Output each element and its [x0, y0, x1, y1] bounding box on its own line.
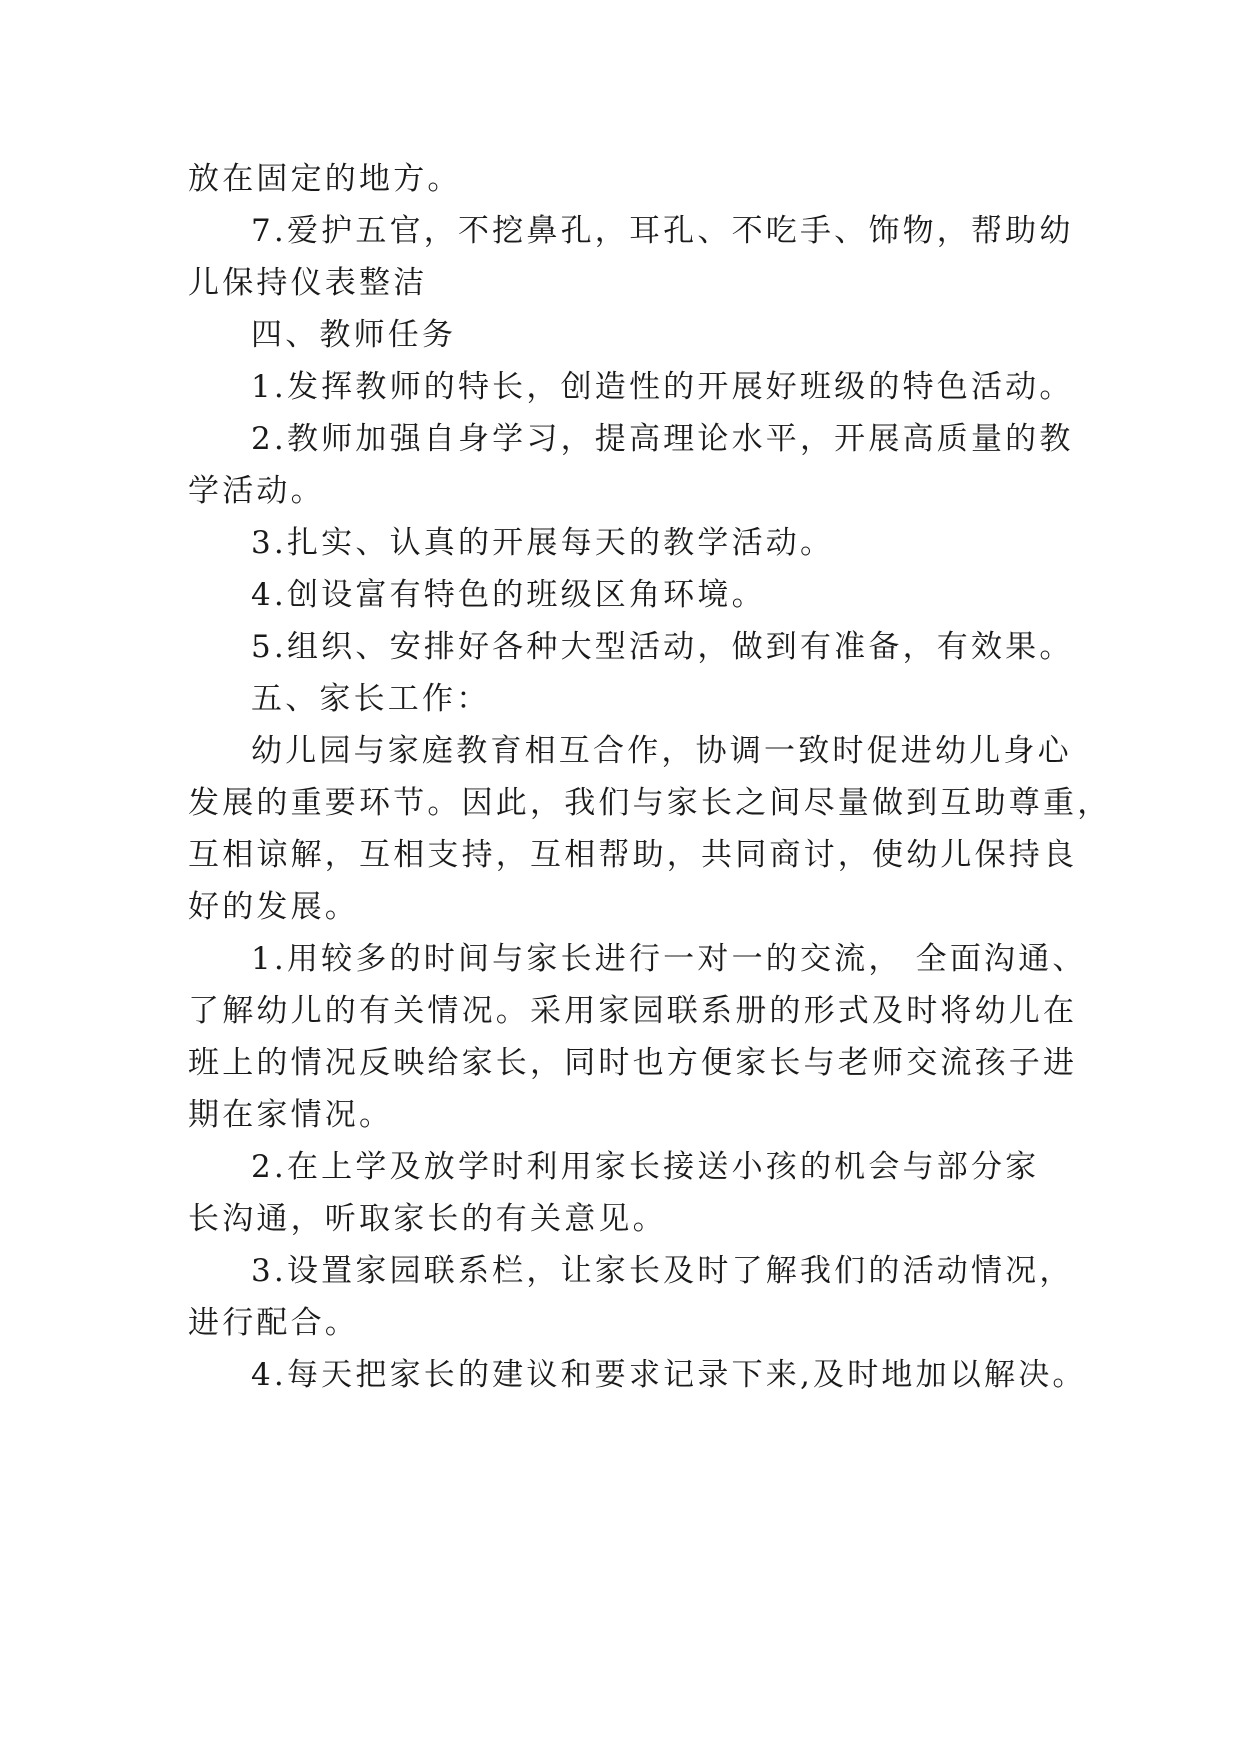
text-line: 4.每天把家长的建议和要求记录下来,及时地加以解决。	[251, 1357, 1087, 1393]
text-line: 期在家情况。	[188, 1097, 394, 1133]
text-line: 学活动。	[188, 473, 325, 509]
text-line: 放在固定的地方。	[188, 161, 462, 197]
text-line: 长沟通，听取家长的有关意见。	[188, 1201, 667, 1237]
text-line: 1.用较多的时间与家长进行一对一的交流， 全面沟通、	[251, 941, 1087, 977]
text-line: 1.发挥教师的特长，创造性的开展好班级的特色活动。	[251, 369, 1074, 405]
text-line: 发展的重要环节。因此，我们与家长之间尽量做到互助尊重，	[188, 785, 1112, 821]
text-line: 3.设置家园联系栏，让家长及时了解我们的活动情况，	[251, 1253, 1074, 1289]
text-line: 幼儿园与家庭教育相互合作，协调一致时促进幼儿身心	[251, 733, 1072, 769]
text-line: 了解幼儿的有关情况。采用家园联系册的形式及时将幼儿在	[188, 993, 1078, 1029]
text-line: 3.扎实、认真的开展每天的教学活动。	[251, 525, 835, 561]
text-line: 进行配合。	[188, 1305, 359, 1341]
text-line: 5.组织、安排好各种大型活动，做到有准备，有效果。	[251, 629, 1074, 665]
text-line: 2.教师加强自身学习，提高理论水平，开展高质量的教	[251, 421, 1074, 457]
text-line: 好的发展。	[188, 889, 359, 925]
text-line: 4.创设富有特色的班级区角环境。	[251, 577, 766, 613]
text-line: 儿保持仪表整洁	[188, 265, 428, 301]
text-line: 2.在上学及放学时利用家长接送小孩的机会与部分家	[251, 1149, 1040, 1185]
text-line: 7.爱护五官，不挖鼻孔，耳孔、不吃手、饰物，帮助幼	[251, 213, 1074, 249]
section-heading: 五、家长工作：	[251, 681, 491, 717]
text-line: 互相谅解，互相支持，互相帮助，共同商讨，使幼儿保持良	[188, 837, 1078, 873]
section-heading: 四、教师任务	[251, 317, 457, 353]
text-line: 班上的情况反映给家长，同时也方便家长与老师交流孩子进	[188, 1045, 1078, 1081]
